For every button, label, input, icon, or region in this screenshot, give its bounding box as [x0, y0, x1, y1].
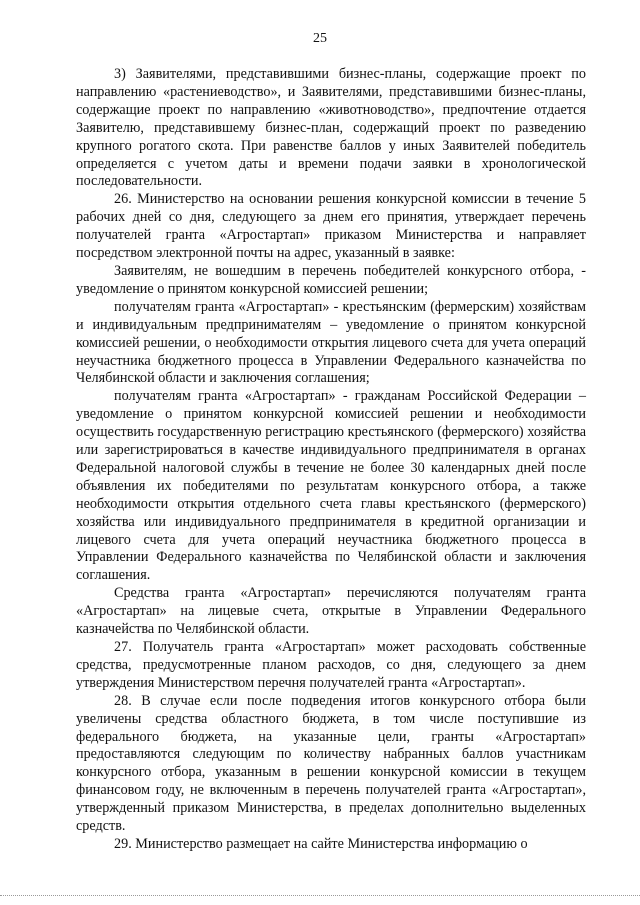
paragraph-26-farm-recipients: получателям гранта «Агростартап» - крестьянским (фермерским) хозяйствам и индивидуальным предпринимателям – уведомление о принятом конкурсной комиссией решении, о необходимости открытия лицевого счета для учета операций неучастника бюджетного процесса в Управлении Федерального казначейства по Челябинской области и заключения соглашения; [76, 298, 586, 387]
page-number: 25 [313, 31, 327, 46]
paragraph-29-publication: 29. Министерство размещает на сайте Министерства информацию о [114, 835, 528, 852]
paragraph-grant-transfer: Средства гранта «Агростартап» перечисляются получателям гранта «Агростартап» на лицевые счета, открытые в Управлении Федерального казначейства по Челябинской области. [76, 585, 586, 638]
paragraph-3-preference-rule: 3) Заявителями, представившими бизнес-планы, содержащие проект по направлению «растениеводство», и Заявителями, представившими бизнес-планы, содержащие проект по направлению «животноводство», предпочтение отдается Заявителю, представившему бизнес-план, содержащий проект по разведению крупного рогатого скота. При равенстве баллов у иных Заявителей победитель определяется с учетом даты и времени подачи заявки в хронологической последовательности. [76, 66, 586, 190]
paragraph-27-own-funds: 27. Получатель гранта «Агростартап» может расходовать собственные средства, предусмотренные планом расходов, со дня, следующего за днем утверждения Министерством перечня получателей гранта «Агростартап». [76, 639, 586, 691]
scan-edge-divider [0, 895, 640, 896]
paragraph-26-citizen-recipients: получателям гранта «Агростартап» - гражданам Российской Федерации – уведомление о принятом конкурсной комиссией решении и необходимости осуществить государственную регистрацию крестьянского (фермерского) хозяйства или зарегистрироваться в качестве индивидуального предпринимателя в органах Федеральной налоговой службы в течение не более 30 календарных дней после объявления их победителями по результатам конкурсного отбора, а также необходимости открытия отдельного счета главы крестьянского (фермерского) хозяйства или индивидуального предпринимателя в кредитной организации и лицевого счета для учета операций неучастника бюджетного процесса в Управлении Федерального казначейства по Челябинской области и заключения соглашения. [76, 388, 586, 584]
paragraph-26-approval: 26. Министерство на основании решения конкурсной комиссии в течение 5 рабочих дней со дня, следующего за днем его принятия, утверждает перечень получателей гранта «Агростартап» приказом Министерства и направляет посредством электронной почты на адрес, указанный в заявке: [76, 191, 586, 262]
paragraph-26-non-winners: Заявителям, не вошедшим в перечень победителей конкурсного отбора, - уведомление о принятом конкурсной комиссией решении; [76, 262, 586, 297]
body-text [76, 66, 586, 854]
paragraph-28-additional-funds: 28. В случае если после подведения итогов конкурсного отбора были увеличены средства областного бюджета, в том числе поступившие из федерального бюджета, на указанные цели, гранты «Агростартап» предоставляются следующим по количеству набранных баллов участникам конкурсного отбора, указанным в решении конкурсной комиссии в текущем финансовом году, не включенным в перечень получателей гранта «Агростартап», утвержденный приказом Министерства, в пределах дополнительно выделенных средств. [76, 692, 586, 835]
